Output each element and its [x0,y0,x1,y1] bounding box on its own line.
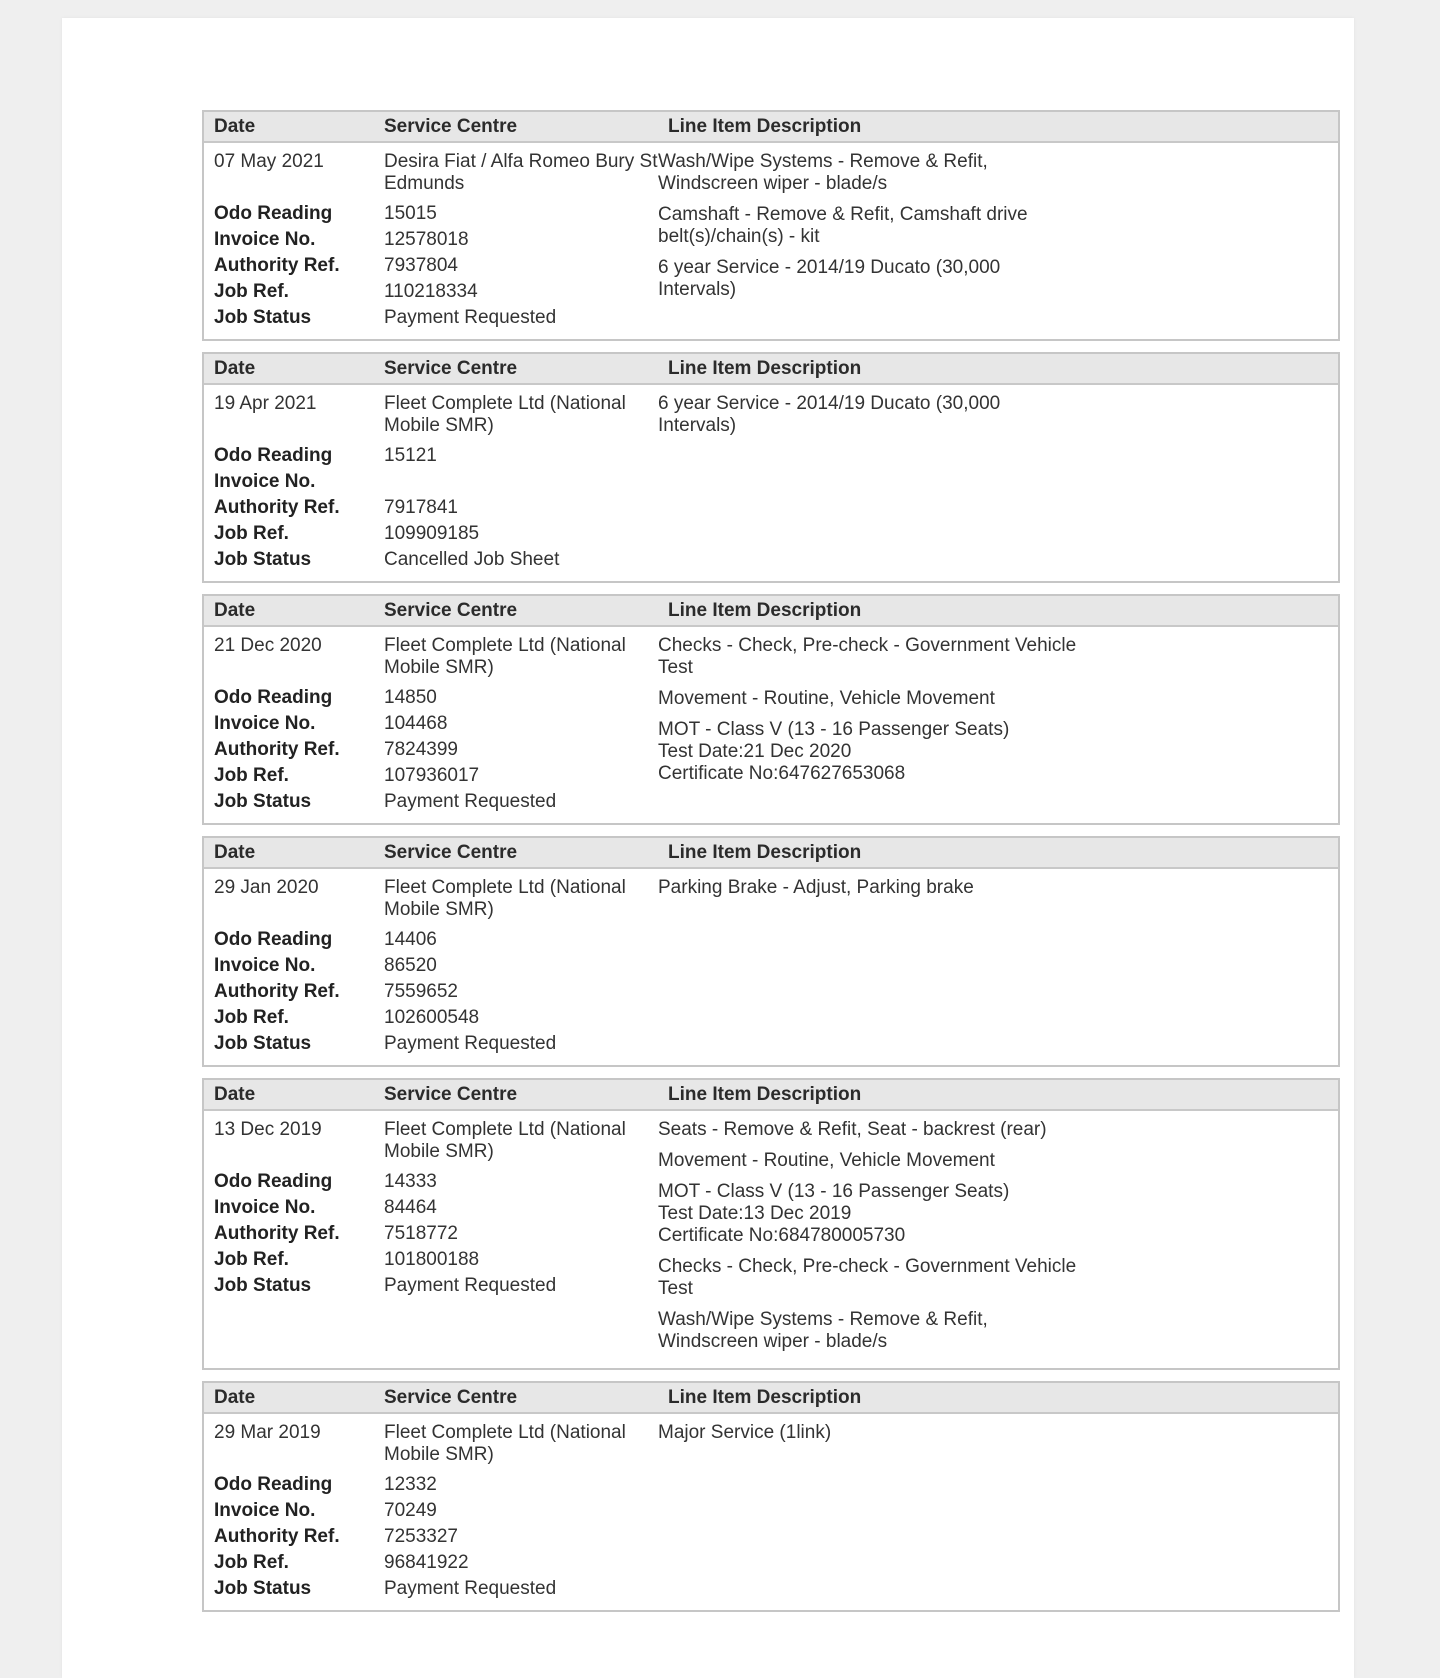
document-page [62,18,1354,1678]
record-details [204,877,658,1059]
record-header [204,1080,1338,1111]
service-history-list [202,110,1340,1623]
record-details [204,1422,658,1604]
line-item-list [658,151,1118,333]
record-date: 13 Dec 2019 [214,1119,322,1140]
job-status-value: Payment Requested [384,307,557,328]
record-details [204,1119,658,1362]
record-details [204,635,658,817]
service-record [202,1078,1340,1370]
service-record [202,110,1340,341]
service-centre-name: Fleet Complete Ltd (National Mobile SMR) [384,877,626,920]
line-item-description: Parking Brake - Adjust, Parking brake [658,877,974,898]
odo-reading-label: Odo Reading [214,929,333,950]
odo-reading-value: 14333 [384,1171,437,1192]
invoice-no-label: Invoice No. [214,471,316,492]
invoice-no-label: Invoice No. [214,229,316,250]
record-details [204,393,658,575]
authority-ref-value: 7518772 [384,1223,458,1244]
invoice-no-value: 104468 [384,713,448,734]
line-item-list [658,1119,1118,1362]
service-record [202,594,1340,825]
invoice-no-value: 70249 [384,1500,437,1521]
odo-reading-value: 14406 [384,929,437,950]
authority-ref-label: Authority Ref. [214,739,340,760]
service-centre-name: Fleet Complete Ltd (National Mobile SMR) [384,1119,626,1162]
job-ref-value: 101800188 [384,1249,480,1270]
record-body [204,627,1338,823]
authority-ref-value: 7824399 [384,739,458,760]
service-record [202,1381,1340,1612]
line-item-description: Movement - Routine, Vehicle Movement [658,1150,995,1171]
service-centre-name: Fleet Complete Ltd (National Mobile SMR) [384,393,626,436]
job-ref-label: Job Ref. [214,765,289,786]
authority-ref-value: 7559652 [384,981,458,1002]
authority-ref-value: 7937804 [384,255,458,276]
line-item-description: Major Service (1link) [658,1422,832,1443]
line-item-header: Line Item Description [668,1083,862,1105]
job-status-value: Cancelled Job Sheet [384,549,560,570]
service-centre-header: Service Centre [384,599,518,621]
authority-ref-label: Authority Ref. [214,981,340,1002]
record-details [204,151,658,333]
line-item-description: Movement - Routine, Vehicle Movement [658,688,995,709]
line-item-description: MOT - Class V (13 - 16 Passenger Seats) Test Date:21 Dec 2020 Certificate No:647627653068 [658,719,1010,784]
job-ref-label: Job Ref. [214,523,289,544]
line-item-description: Checks - Check, Pre-check - Government Vehicle Test [658,1256,1077,1299]
odo-reading-label: Odo Reading [214,445,333,466]
line-item-header: Line Item Description [668,357,862,379]
job-status-label: Job Status [214,307,312,328]
record-body [204,143,1338,339]
date-header: Date [214,115,256,137]
odo-reading-label: Odo Reading [214,203,333,224]
service-centre-header: Service Centre [384,115,518,137]
service-centre-header: Service Centre [384,841,518,863]
job-ref-value: 110218334 [384,281,478,302]
job-status-label: Job Status [214,791,312,812]
line-item-list [658,1422,1118,1604]
invoice-no-label: Invoice No. [214,955,316,976]
odo-reading-value: 12332 [384,1474,437,1495]
job-ref-label: Job Ref. [214,281,289,302]
service-centre-name: Fleet Complete Ltd (National Mobile SMR) [384,635,626,678]
record-header [204,354,1338,385]
service-record [202,836,1340,1067]
line-item-description: 6 year Service - 2014/19 Ducato (30,000 Intervals) [658,257,1001,300]
record-date: 19 Apr 2021 [214,393,317,414]
record-header [204,112,1338,143]
authority-ref-label: Authority Ref. [214,1223,340,1244]
record-date: 29 Jan 2020 [214,877,319,898]
authority-ref-value: 7917841 [384,497,458,518]
line-item-header: Line Item Description [668,599,862,621]
date-header: Date [214,599,256,621]
service-record [202,352,1340,583]
authority-ref-value: 7253327 [384,1526,458,1547]
line-item-description: Wash/Wipe Systems - Remove & Refit, Windscreen wiper - blade/s [658,151,988,194]
service-centre-name: Fleet Complete Ltd (National Mobile SMR) [384,1422,626,1465]
line-item-description: Camshaft - Remove & Refit, Camshaft drive belt(s)/chain(s) - kit [658,204,1028,247]
service-centre-header: Service Centre [384,1083,518,1105]
job-ref-value: 102600548 [384,1007,480,1028]
job-status-value: Payment Requested [384,1578,557,1599]
odo-reading-value: 14850 [384,687,437,708]
date-header: Date [214,1083,256,1105]
odo-reading-label: Odo Reading [214,687,333,708]
line-item-header: Line Item Description [668,1386,862,1408]
job-ref-label: Job Ref. [214,1249,289,1270]
record-body [204,1111,1338,1368]
invoice-no-label: Invoice No. [214,713,316,734]
job-ref-label: Job Ref. [214,1007,289,1028]
job-status-value: Payment Requested [384,1033,557,1054]
job-status-label: Job Status [214,1033,312,1054]
record-header [204,838,1338,869]
line-item-description: Seats - Remove & Refit, Seat - backrest (rear) [658,1119,1047,1140]
invoice-no-label: Invoice No. [214,1500,316,1521]
service-centre-header: Service Centre [384,357,518,379]
service-centre-name: Desira Fiat / Alfa Romeo Bury St Edmunds [384,151,658,194]
line-item-list [658,877,1118,1059]
date-header: Date [214,357,256,379]
odo-reading-value: 15121 [384,445,437,466]
line-item-description: Checks - Check, Pre-check - Government Vehicle Test [658,635,1077,678]
invoice-no-value: 12578018 [384,229,469,250]
job-ref-value: 96841922 [384,1552,469,1573]
authority-ref-label: Authority Ref. [214,1526,340,1547]
job-status-label: Job Status [214,1578,312,1599]
invoice-no-value: 84464 [384,1197,437,1218]
job-ref-value: 107936017 [384,765,480,786]
date-header: Date [214,841,256,863]
job-status-label: Job Status [214,549,312,570]
invoice-no-value: 86520 [384,955,437,976]
record-date: 29 Mar 2019 [214,1422,321,1443]
odo-reading-label: Odo Reading [214,1171,333,1192]
record-body [204,869,1338,1065]
odo-reading-label: Odo Reading [214,1474,333,1495]
record-body [204,1414,1338,1610]
line-item-description: MOT - Class V (13 - 16 Passenger Seats) Test Date:13 Dec 2019 Certificate No:684780005730 [658,1181,1010,1246]
date-header: Date [214,1386,256,1408]
line-item-header: Line Item Description [668,841,862,863]
job-status-label: Job Status [214,1275,312,1296]
record-body [204,385,1338,581]
authority-ref-label: Authority Ref. [214,497,340,518]
job-status-value: Payment Requested [384,1275,557,1296]
invoice-no-value [384,471,664,497]
job-ref-value: 109909185 [384,523,480,544]
record-header [204,1383,1338,1414]
authority-ref-label: Authority Ref. [214,255,340,276]
odo-reading-value: 15015 [384,203,437,224]
record-date: 21 Dec 2020 [214,635,322,656]
record-header [204,596,1338,627]
service-centre-header: Service Centre [384,1386,518,1408]
line-item-description: 6 year Service - 2014/19 Ducato (30,000 Intervals) [658,393,1001,436]
line-item-list [658,635,1118,817]
line-item-list [658,393,1118,575]
job-ref-label: Job Ref. [214,1552,289,1573]
line-item-header: Line Item Description [668,115,862,137]
line-item-description: Wash/Wipe Systems - Remove & Refit, Windscreen wiper - blade/s [658,1309,988,1352]
job-status-value: Payment Requested [384,791,557,812]
record-date: 07 May 2021 [214,151,324,172]
invoice-no-label: Invoice No. [214,1197,316,1218]
